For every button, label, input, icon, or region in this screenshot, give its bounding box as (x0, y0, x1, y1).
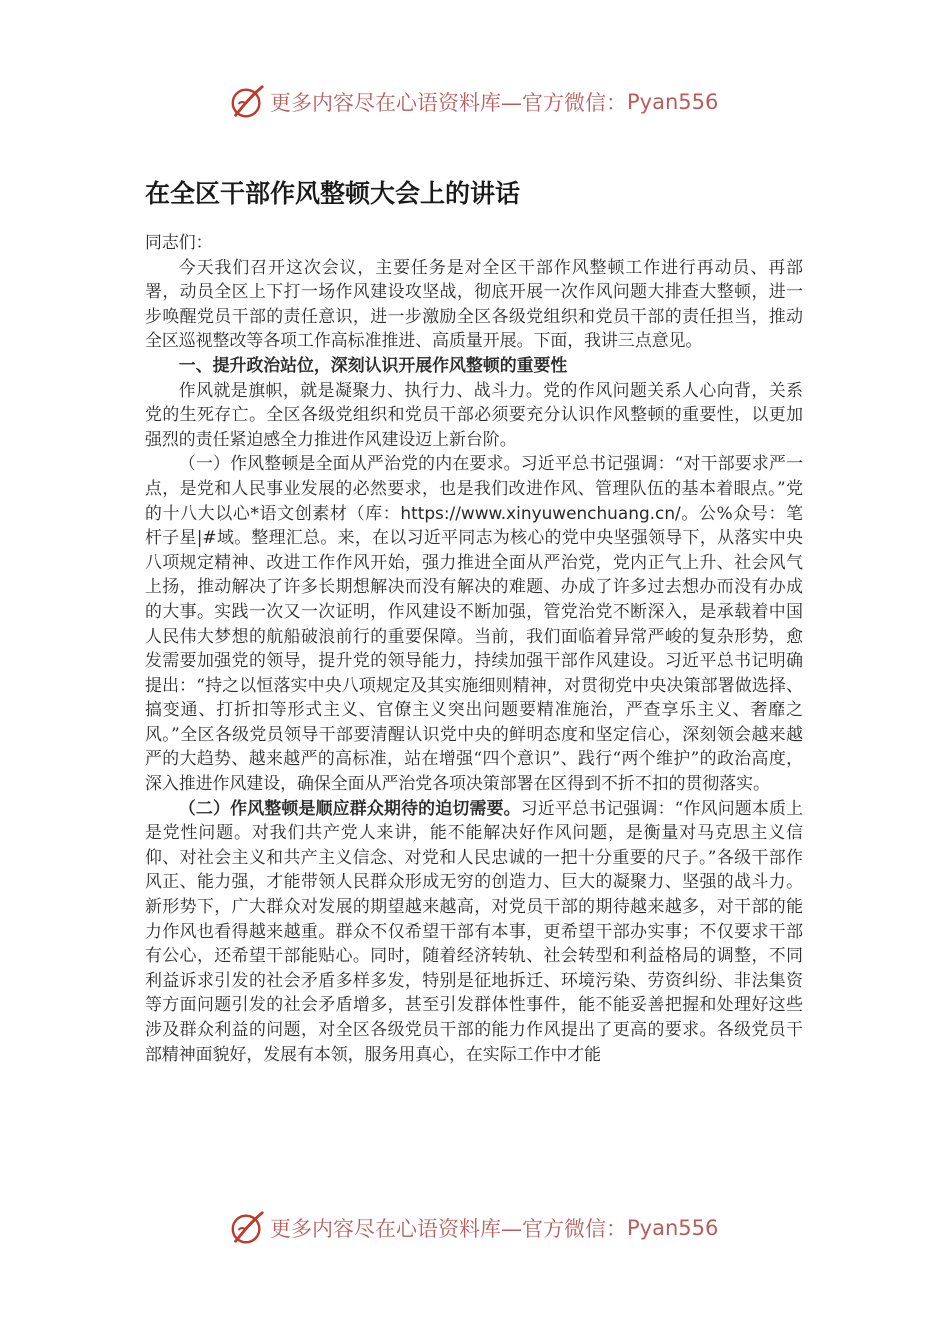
salutation: 同志们： (145, 232, 213, 252)
point-2-text: 习近平总书记强调：“作风问题本质上是党性问题。对我们共产党人来讲，能不能解决好作风问题，是衡量对马克思主义信仰、对社会主义和共产主义信念、对党和人民忠诚的一把十分重要的尺子。”各级干部作风正、能力强，才能带领人民群众形成无穷的创造力、巨大的凝聚力、坚强的战斗力。新形势下，广大群众对发展的期望越来越高，对党员干部的期待越来越多，对干部的能力作风也看得越来越重。群众不仅希望干部有本事，更希望干部办实事；不仅要求干部有公心，还希望干部能贴心。同时，随着经济转轨、社会转型和利益格局的调整，不同利益诉求引发的社会矛盾多样多发，特别是征地拆迁、环境污染、劳资纠纷、非法集资等方面问题引发的社会矛盾增多，甚至引发群体性事件，能不能妥善把握和处理好这些涉及群众利益的问题，对全区各级党员干部的能力作风提出了更高的要求。各级党员干部精神面貌好，发展有本领，服务用真心，在实际工作中才能 (145, 797, 803, 1064)
point-1-paragraph (145, 451, 803, 795)
document-body (145, 230, 803, 1066)
quill-logo-icon (228, 1209, 266, 1247)
banner-text: 更多内容尽在心语资料库—官方微信： (270, 1217, 627, 1241)
banner-wechat-id: Pyan556 (627, 90, 719, 114)
section-1-heading: 一、提升政治站位，深刻认识开展作风整顿的重要性 (178, 354, 568, 375)
banner-wechat-id: Pyan556 (627, 1216, 719, 1240)
footer-watermark-banner (228, 1208, 748, 1248)
section-1-paragraph: 作风就是旗帜，就是凝聚力、执行力、战斗力。党的作风问题关系人心向背，关系党的生死存亡。全区各级党组织和党员干部必须要充分认识作风整顿的重要性，以更加强烈的责任紧迫感全力推进作风建设迈上新台阶。 (145, 379, 803, 449)
point-2-lead: （二）作风整顿是顺应群众期待的迫切需要。 (178, 797, 521, 818)
header-watermark-banner (228, 82, 748, 122)
point-2-paragraph (145, 796, 803, 1067)
document-title: 在全区干部作风整顿大会上的讲话 (145, 179, 521, 208)
point-1-lead: （一）作风整顿是全面从严治党的内在要求。 (178, 453, 521, 474)
source-url: https://www.xinyuwenchuang.cn/ (400, 502, 681, 523)
quill-logo-icon (228, 83, 266, 121)
point-1-text-a: 习近平总书记强调：“对干部要求严一点，是党和人民事业发展的必然要求，也是我们改进作风、管理队伍的基本着眼点。”党的十八大以心*语文创素材（库： (145, 453, 803, 523)
point-1-text-b: 。公%众号：笔杆子星|#域。整理汇总。来，在以习近平同志为核心的党中央坚强领导下，从落实中央八项规定精神、改进工作作风开始，强力推进全面从严治党，党内正气上升、社会风气上扬，推动解决了许多长期想解决而没有解决的难题、办成了许多过去想办而没有办成的大事。实践一次又一次证明，作风建设不断加强，管党治党不断深入，是承载着中国人民伟大梦想的航船破浪前行的重要保障。当前，我们面临着异常严峻的复杂形势，愈发需要加强党的领导，提升党的领导能力，持续加强干部作风建设。习近平总书记明确提出：“持之以恒落实中央八项规定及其实施细则精神，对贯彻党中央决策部署做选择、搞变通、打折扣等形式主义、官僚主义突出问题要精准施治，严查享乐主义、奢靡之风。”全区各级党员领导干部要清醒认识党中央的鲜明态度和坚定信心，深刻领会越来越严的大趋势、越来越严的高标准，站在增强“四个意识”、践行“两个维护”的政治高度，深入推进作风建设，确保全面从严治党各项决策部署在区得到不折不扣的贯彻落实。 (145, 502, 803, 794)
intro-paragraph: 今天我们召开这次会议，主要任务是对全区干部作风整顿工作进行再动员、再部署，动员全区上下打一场作风建设攻坚战，彻底开展一次作风问题大排查大整顿，进一步唤醒党员干部的责任意识，进一步激励全区各级党组织和党员干部的责任担当，推动全区巡视整改等各项工作高标准推进、高质量开展。下面，我讲三点意见。 (145, 256, 803, 351)
banner-text: 更多内容尽在心语资料库—官方微信： (270, 91, 627, 115)
